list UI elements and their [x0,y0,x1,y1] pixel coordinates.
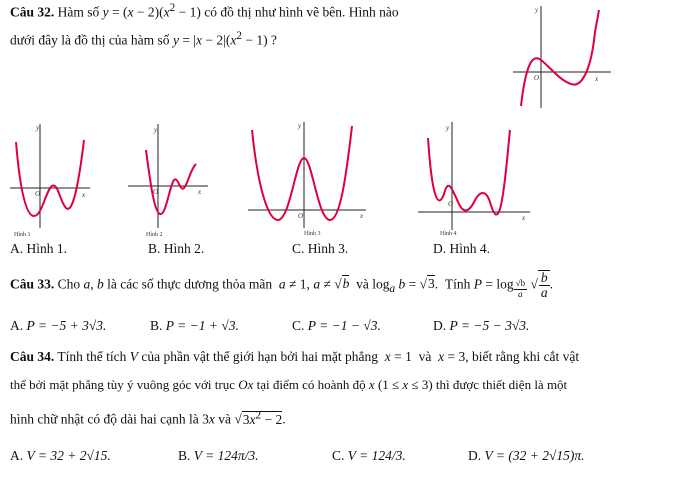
ref-y-label: y [535,6,539,14]
q33-option-c[interactable]: C. P = −1 − √3. [292,318,381,333]
svg-text:y: y [36,124,40,132]
q33-text: Câu 33. Cho a, b là các số thực dương thỏa mãn a ≠ 1, a ≠ √b và $\log_a b = √3$. Tính P = log $_{\frac{√b}{a}}$ √ $\frac{b}{a}$ . [10,270,554,301]
q32-label: Câu 32. [10,4,55,20]
q34-line3: hình chữ nhật có độ dài hai cạnh là 3x và $√3x^2 - 2$. [10,409,286,427]
svg-text:O: O [153,188,159,196]
q34-line1: Câu 34. Tính thể tích V của phần vật thể giới hạn bởi hai mặt phẳng x = 1 và x = 3, biết rằng khi cắt vật [10,349,580,364]
q32-option-c[interactable]: C. Hình 3. [292,241,349,256]
figure-3-graph [248,118,368,237]
svg-text:O: O [448,200,454,208]
ref-x-label: x [595,75,599,83]
figure-3-caption: Hình 3 [304,231,321,237]
q33-option-a[interactable]: A. P = −5 + 3√3. [10,318,107,333]
q34-option-a[interactable]: A. V = 32 + 2√15. [10,448,111,463]
figure-4-caption: Hình 4 [440,231,457,237]
q32-line1: Câu 32. Hàm số $y = (x - 2)(x^2 - 1)$ có đồ thị như hình vẽ bên. Hình nào [10,2,399,20]
q32-option-d[interactable]: D. Hình 4. [433,241,490,256]
q33-label: Câu 33. [10,276,55,292]
svg-text:y: y [154,126,158,134]
svg-text:x: x [522,214,526,222]
ref-origin-label: O [534,74,540,82]
svg-text:O: O [298,212,304,220]
q34-option-d[interactable]: D. V = (32 + 2√15)π. [468,448,585,463]
figure-2-graph [128,120,228,238]
q34-label: Câu 34. [10,349,55,364]
figure-2-caption: Hình 2 [146,232,163,238]
figure-1-caption: Hình 1 [14,232,31,238]
svg-text:x: x [198,188,202,196]
q32-option-a[interactable]: A. Hình 1. [10,241,67,256]
svg-text:x: x [360,212,364,220]
svg-text:y: y [446,124,450,132]
q33-option-b[interactable]: B. P = −1 + √3. [150,318,239,333]
q33-option-d[interactable]: D. P = −5 − 3√3. [433,318,530,333]
q34-option-c[interactable]: C. V = 124/3. [332,448,406,463]
svg-text:x: x [82,191,86,199]
svg-text:O: O [35,190,41,198]
reference-graph [513,2,613,110]
figure-4-graph [418,118,538,237]
q32-option-b[interactable]: B. Hình 2. [148,241,205,256]
q34-line2: thể bởi mặt phẳng tùy ý vuông góc với trục Ox tại điểm có hoành độ x (1 ≤ x ≤ 3) thì được thiết diện là một [10,377,568,392]
svg-text:y: y [298,122,302,130]
figure-1-graph [10,120,110,238]
q32-line2: dưới đây là đồ thị của hàm số $y = |x - 2|(x^2 - 1)$ ? [10,30,277,48]
q34-option-b[interactable]: B. V = 124π/3. [178,448,259,463]
